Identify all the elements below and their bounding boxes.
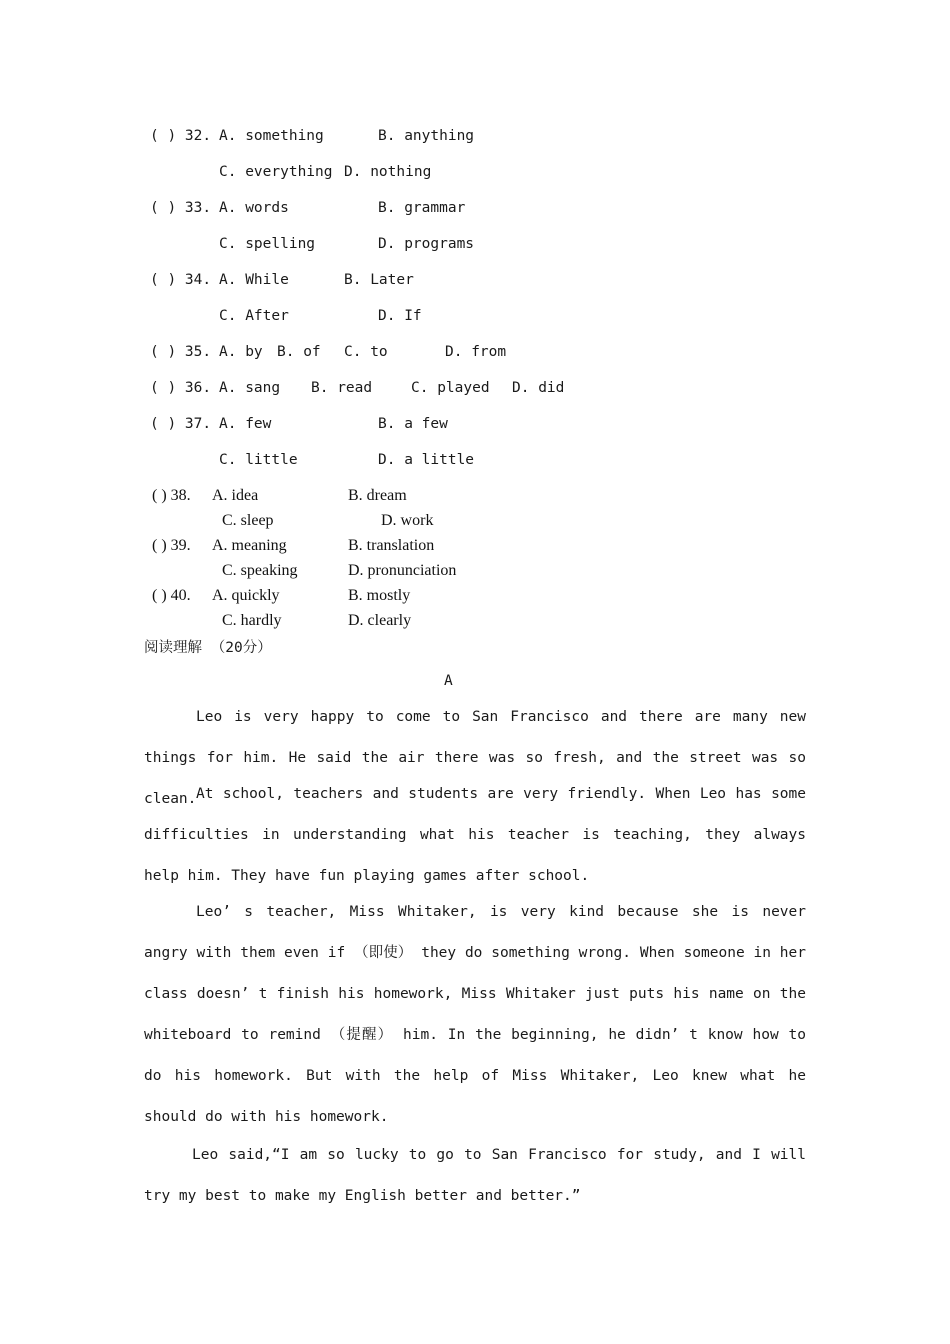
option-a: A. idea	[212, 487, 259, 504]
option-a: A. something	[219, 128, 324, 144]
option-c: C. played	[411, 380, 490, 396]
option-b: B. of	[277, 344, 321, 360]
question-number: ( ) 36.	[150, 380, 212, 396]
option-b: B. grammar	[378, 200, 466, 216]
section-heading: 阅读理解 （20分）	[144, 640, 272, 656]
question-number: ( ) 33.	[150, 200, 212, 216]
question-number: ( ) 32.	[150, 128, 212, 144]
option-b: B. mostly	[348, 587, 411, 604]
option-a: A. While	[219, 272, 289, 288]
option-c: C. After	[219, 308, 289, 324]
question-number: ( ) 39.	[152, 537, 191, 554]
paragraph-3: Leo’ s teacher, Miss Whitaker, is very kind because she is never angry with them even if （即使） they do something wrong. When someone in her class doesn’ t finish his homework, Miss Whitaker just puts his name on the whiteboard to remind （提醒） him. In the beginning, he didn’ t know how to do his homework. But with the help of Miss Whitaker, Leo knew what he should do with his homework.	[144, 904, 806, 1125]
option-d: D. clearly	[348, 612, 412, 629]
option-d: D. nothing	[344, 164, 432, 180]
option-c: C. spelling	[219, 236, 316, 252]
option-d: D. programs	[378, 236, 475, 252]
passage-label: A	[444, 673, 453, 689]
option-a: A. by	[219, 344, 263, 360]
option-a: A. few	[219, 416, 272, 432]
question-number: ( ) 40.	[152, 587, 191, 604]
option-b: B. a few	[378, 416, 448, 432]
paragraph-4: Leo said,“I am so lucky to go to San Francisco for study, and I will try my best to make my English better and better.”	[144, 1147, 806, 1204]
option-c: C. to	[344, 344, 388, 360]
question-number: ( ) 37.	[150, 416, 212, 432]
option-a: A. meaning	[212, 537, 287, 554]
option-b: B. Later	[344, 272, 414, 288]
option-d: D. pronunciation	[348, 562, 457, 579]
question-number: ( ) 35.	[150, 344, 212, 360]
paragraph-1: Leo is very happy to come to San Francisco and there are many new things for him. He said the air there was so fresh, and the street was so clean.	[144, 709, 806, 807]
option-d: D. work	[381, 512, 434, 529]
option-d: D. did	[512, 380, 565, 396]
question-number: ( ) 38.	[152, 487, 191, 504]
option-c: C. speaking	[222, 562, 298, 579]
paragraph-2: At school, teachers and students are very friendly. When Leo has some difficulties in understanding what his teacher is teaching, they always help him. They have fun playing games after school.	[144, 786, 806, 884]
question-number: ( ) 34.	[150, 272, 212, 288]
option-c: C. hardly	[222, 612, 282, 629]
option-d: D. from	[445, 344, 507, 360]
option-a: A. sang	[219, 380, 281, 396]
option-b: B. read	[311, 380, 373, 396]
option-b: B. dream	[348, 487, 407, 504]
option-c: C. everything	[219, 164, 333, 180]
option-b: B. translation	[348, 537, 435, 554]
option-b: B. anything	[378, 128, 475, 144]
option-d: D. If	[378, 308, 422, 324]
option-c: C. little	[219, 452, 298, 468]
option-c: C. sleep	[222, 512, 274, 529]
option-a: A. words	[219, 200, 289, 216]
option-d: D. a little	[378, 452, 475, 468]
option-a: A. quickly	[212, 587, 280, 604]
